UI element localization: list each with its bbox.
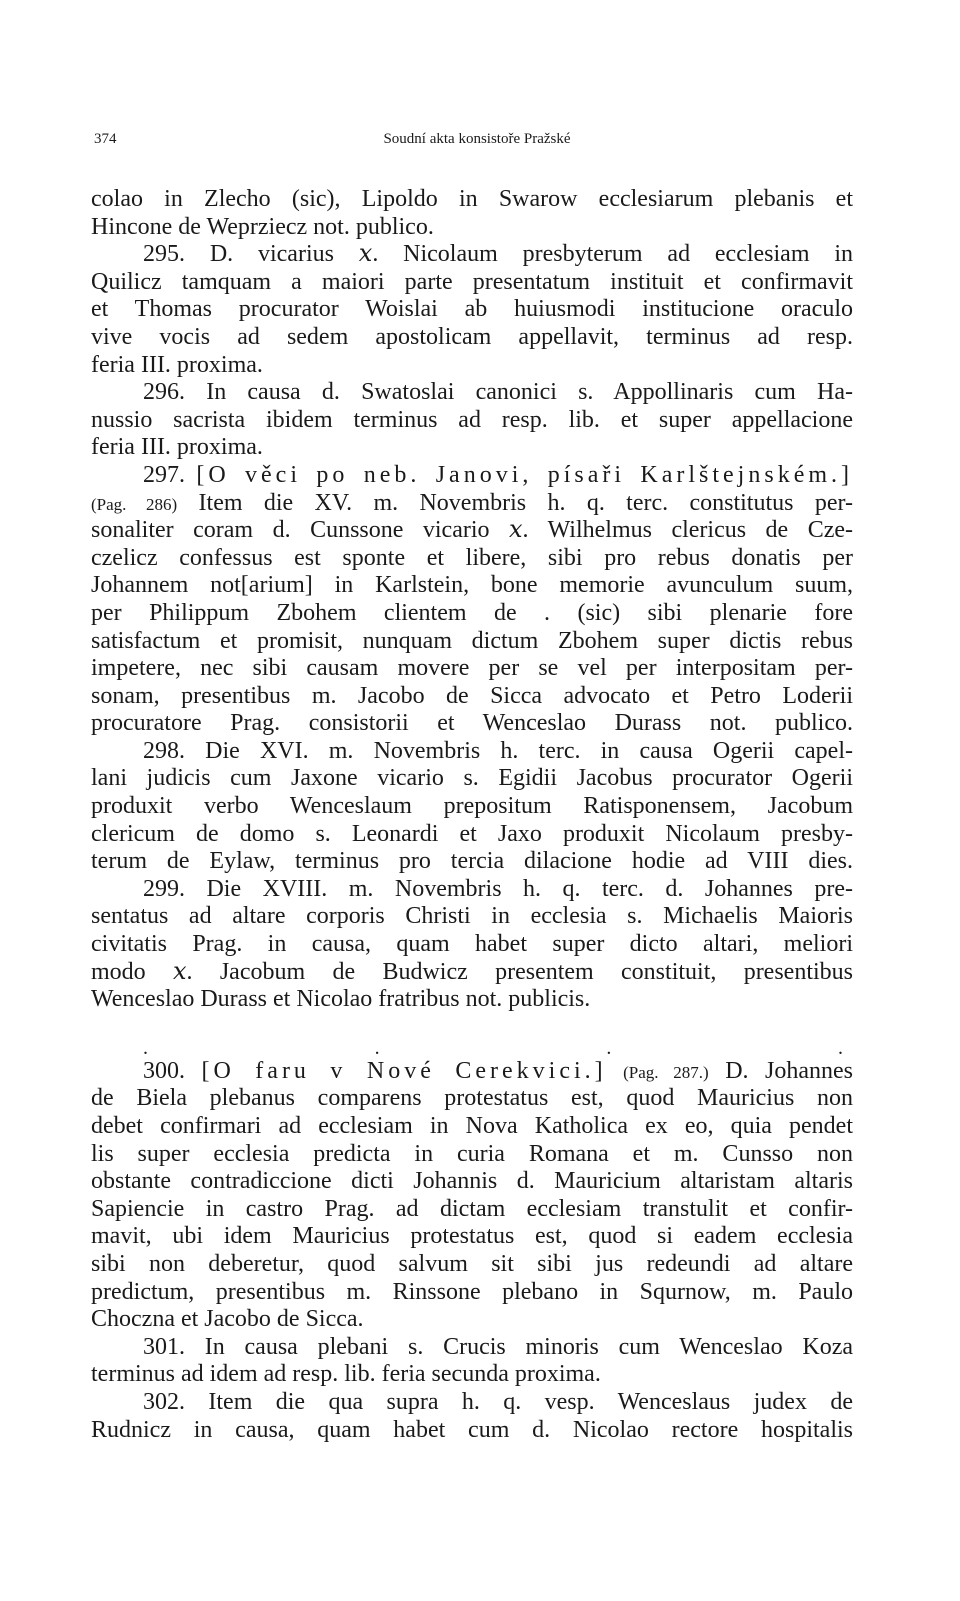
entry-301: 301. In causa plebani s. Crucis minoris cum Wenceslao Koza — [143, 1333, 853, 1360]
text-line: debet confirmari ad ecclesiam in Nova Katholica ex eo, quia pendet — [91, 1113, 853, 1139]
text-line: produxit verbo Wenceslaum prepositum Ratisponensem, Jacobum — [91, 793, 853, 820]
text-line: terum de Eylaw, terminus pro tercia dilacione hodie ad VIII dies. — [91, 848, 853, 875]
text-line: Rudnicz in causa, quam habet cum d. Nicolao rectore hospitalis — [91, 1416, 853, 1443]
entry-295: 295. D. vicarius 𝑥. Nicolaum presbyterum ad ecclesiam in — [143, 241, 853, 268]
entry-302: 302. Item die qua supra h. q. vesp. Wenceslaus judex de — [143, 1388, 853, 1415]
entry-299: 299. Die XVIII. m. Novembris h. q. terc. d. Johannes pre- — [143, 875, 853, 902]
entry-number: 297. — [143, 461, 185, 488]
text-line: feria III. proxima. — [91, 351, 263, 378]
text-line: Choczna et Jacobo de Sicca. — [91, 1306, 364, 1333]
section-break: . . . . — [143, 1036, 853, 1059]
entry-number: 300. — [143, 1057, 185, 1084]
entry-297 — [91, 462, 853, 490]
section-gap — [91, 1014, 853, 1038]
page-reference: (Pag. 286) — [91, 494, 178, 514]
entry-296: 296. In causa d. Swatoslai canonici s. Appollinaris cum Ha- — [143, 379, 853, 406]
entry-298: 298. Die XVI. m. Novembris h. terc. in causa Ogerii capel- — [143, 737, 853, 764]
text-line: Wenceslao Durass et Nicolao fratribus not. publicis. — [91, 986, 591, 1013]
page-reference: (Pag. 287.) — [623, 1062, 709, 1082]
text-line: sentatus ad altare corporis Christi in ecclesia s. Michaelis Maioris — [91, 903, 853, 930]
entry-heading: [O faru v Nové Cerekvici.] — [201, 1057, 607, 1084]
text-line: modo 𝑥. Jacobum de Budwicz presentem constituit, presentibus — [91, 958, 853, 985]
text-line: Sapiencie in castro Prag. ad dictam ecclesiam transtulit et confir- — [91, 1195, 853, 1222]
entry-heading: [O věci po neb. Janovi, písaři Karlštejnském.] — [196, 461, 853, 488]
text-line: clericum de domo s. Leonardi et Jaxo produxit Nicolaum presby- — [91, 820, 853, 847]
text-line: czelicz confessus est sponte et libere, sibi pro rebus donatis per — [91, 544, 853, 571]
running-title: Soudní akta konsistoře Pražské — [383, 131, 571, 147]
text-line: Johannem not[arium] in Karlstein, bone memorie avunculum suum, — [91, 572, 853, 599]
text-line: satisfactum et promisit, nunquam dictum Zbohem super dictis rebus — [91, 627, 853, 654]
document-body — [91, 186, 853, 1444]
text-line — [91, 490, 853, 518]
text-line: lani judicis cum Jaxone vicario s. Egidii Jacobus procurator Ogerii — [91, 765, 853, 792]
page-header — [94, 131, 860, 155]
text-line: sonam, presentibus m. Jacobo de Sicca advocato et Petro Loderii — [91, 682, 853, 709]
page-number: 374 — [94, 131, 117, 147]
text-line: procuratore Prag. consistorii et Wenceslao Durass not. publico. — [91, 710, 853, 737]
text-line: per Philippum Zbohem clientem de . (sic) sibi plenarie fore — [91, 599, 853, 626]
text-line: sonaliter coram d. Cunssone vicario 𝑥. Wilhelmus clericus de Cze- — [91, 517, 853, 544]
text-segment: D. Johannes — [725, 1057, 853, 1084]
text-line: terminus ad idem ad resp. lib. feria secunda proxima. — [91, 1361, 601, 1388]
text-line: lis super ecclesia predicta in curia Romana et m. Cunsso non — [91, 1140, 853, 1167]
text-line: Quilicz tamquam a maiori parte presentatum instituit et confirmavit — [91, 268, 853, 295]
text-line: colao in Zlecho (sic), Lipoldo in Swarow ecclesiarum plebanis et — [91, 186, 853, 212]
text-line: et Thomas procurator Woislai ab huiusmodi institucione oraculo — [91, 296, 853, 323]
text-line: obstante contradiccione dicti Johannis d. Mauricium altaristam altaris — [91, 1168, 853, 1195]
text-line: mavit, ubi idem Mauricius protestatus est, quod si eadem ecclesia — [91, 1223, 853, 1250]
text-line: sibi non deberetur, quod salvum sit sibi jus redeundi ad altare — [91, 1250, 853, 1277]
text-line: Hincone de Weprziecz not. publico. — [91, 213, 434, 240]
text-line: impetere, nec sibi causam movere per se vel per interpositam per- — [91, 655, 853, 682]
text-line: feria III. proxima. — [91, 434, 263, 461]
text-segment: Item die XV. m. Novembris h. q. terc. constitutus per- — [198, 489, 853, 516]
text-line: vive vocis ad sedem apostolicam appellavit, terminus ad resp. — [91, 323, 853, 350]
text-line: nussio sacrista ibidem terminus ad resp. lib. et super appellacione — [91, 406, 853, 433]
text-line: civitatis Prag. in causa, quam habet super dicto altari, meliori — [91, 931, 853, 958]
text-line: predictum, presentibus m. Rinssone plebano in Squrnow, m. Paulo — [91, 1278, 853, 1305]
entry-300 — [91, 1058, 853, 1086]
text-line: de Biela plebanus comparens protestatus est, quod Mauricius non — [91, 1085, 853, 1112]
